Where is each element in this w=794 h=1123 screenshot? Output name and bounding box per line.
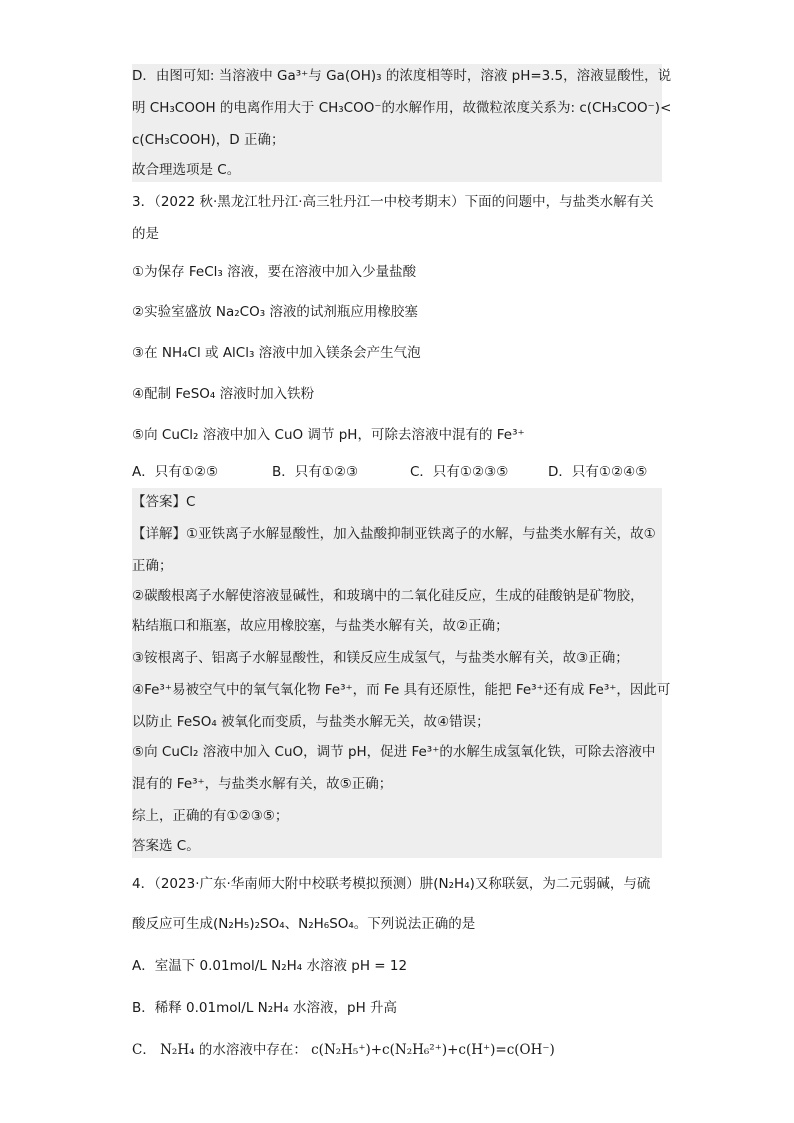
q3-detail-3: ②碳酸根离子水解使溶液显碱性，和玻璃中的二氧化硅反应，生成的硅酸钠是矿物胶， bbox=[132, 588, 644, 604]
q2-option-d-line1: D．由图可知: 当溶液中 Ga³⁺与 Ga(OH)₃ 的浓度相等时，溶液 pH=3.5，溶液显酸性，说 bbox=[132, 68, 672, 84]
q4-option-b: B．稀释 0.01mol/L N₂H₄ 水溶液，pH 升高 bbox=[132, 1000, 398, 1016]
q3-detail-7: 以防止 FeSO₄ 被氧化而变质，与盐类水解无关，故④错误； bbox=[132, 714, 490, 730]
q3-item-3: ③在 NH₄Cl 或 AlCl₃ 溶液中加入镁条会产生气泡 bbox=[132, 345, 421, 361]
q2-conclusion: 故合理选项是 C。 bbox=[132, 162, 241, 178]
q4-stem-line2: 酸反应可生成(N₂H₅)₂SO₄、N₂H₆SO₄。下列说法正确的是 bbox=[132, 916, 476, 932]
q3-detail-10: 综上，正确的有①②③⑤； bbox=[132, 808, 289, 824]
q3-option-d: D．只有①②④⑤ bbox=[548, 464, 648, 480]
q3-item-1: ①为保存 FeCl₃ 溶液，要在溶液中加入少量盐酸 bbox=[132, 264, 417, 280]
q3-detail-4: 粘结瓶口和瓶塞，故应用橡胶塞，与盐类水解有关，故②正确； bbox=[132, 618, 509, 634]
q4-option-a: A．室温下 0.01mol/L N₂H₄ 水溶液 pH = 12 bbox=[132, 958, 408, 974]
q3-item-4: ④配制 FeSO₄ 溶液时加入铁粉 bbox=[132, 386, 315, 402]
q3-detail-9: 混有的 Fe³⁺，与盐类水解有关，故⑤正确； bbox=[132, 776, 393, 792]
q3-option-b: B．只有①②③ bbox=[272, 464, 359, 480]
q4-option-c: C． N₂H₄ 的水溶液中存在： c(N₂H₅⁺)+c(N₂H₆²⁺)+c(H⁺)=c(OH⁻) bbox=[132, 1042, 555, 1058]
q3-item-2: ②实验室盛放 Na₂CO₃ 溶液的试剂瓶应用橡胶塞 bbox=[132, 304, 418, 320]
q3-stem-line1: 3．（2022 秋·黑龙江牡丹江·高三牡丹江一中校考期末）下面的问题中，与盐类水解有关 bbox=[132, 194, 654, 210]
q3-detail-5: ③铵根离子、铝离子水解显酸性，和镁反应生成氢气，与盐类水解有关，故③正确； bbox=[132, 650, 629, 666]
q3-detail-6: ④Fe³⁺易被空气中的氧气氧化物 Fe³⁺，而 Fe 具有还原性，能把 Fe³⁺还有成 Fe³⁺，因此可 bbox=[132, 682, 671, 698]
q3-item-5: ⑤向 CuCl₂ 溶液中加入 CuO 调节 pH，可除去溶液中混有的 Fe³⁺ bbox=[132, 427, 525, 443]
q3-option-c: C．只有①②③⑤ bbox=[410, 464, 509, 480]
q3-stem-line2: 的是 bbox=[132, 226, 159, 242]
q2-option-d-line2: 明 CH₃COOH 的电离作用大于 CH₃COO⁻的水解作用，故微粒浓度关系为: c(CH₃COO⁻)< bbox=[132, 100, 672, 116]
q2-option-d-line3: c(CH₃COOH)，D 正确； bbox=[132, 132, 285, 148]
q3-detail-8: ⑤向 CuCl₂ 溶液中加入 CuO，调节 pH，促进 Fe³⁺的水解生成氢氧化铁，可除去溶液中 bbox=[132, 744, 656, 760]
q4-stem-line1: 4．（2023·广东·华南师大附中校联考模拟预测）肼(N₂H₄)又称联氨，为二元弱碱，与硫 bbox=[132, 876, 651, 892]
q3-option-a: A．只有①②⑤ bbox=[132, 464, 219, 480]
q3-detail-1: 【详解】①亚铁离子水解显酸性，加入盐酸抑制亚铁离子的水解，与盐类水解有关，故① bbox=[132, 526, 656, 542]
q3-detail-11: 答案选 C。 bbox=[132, 838, 200, 854]
q3-answer: 【答案】C bbox=[132, 494, 196, 510]
q3-detail-2: 正确； bbox=[132, 558, 173, 574]
